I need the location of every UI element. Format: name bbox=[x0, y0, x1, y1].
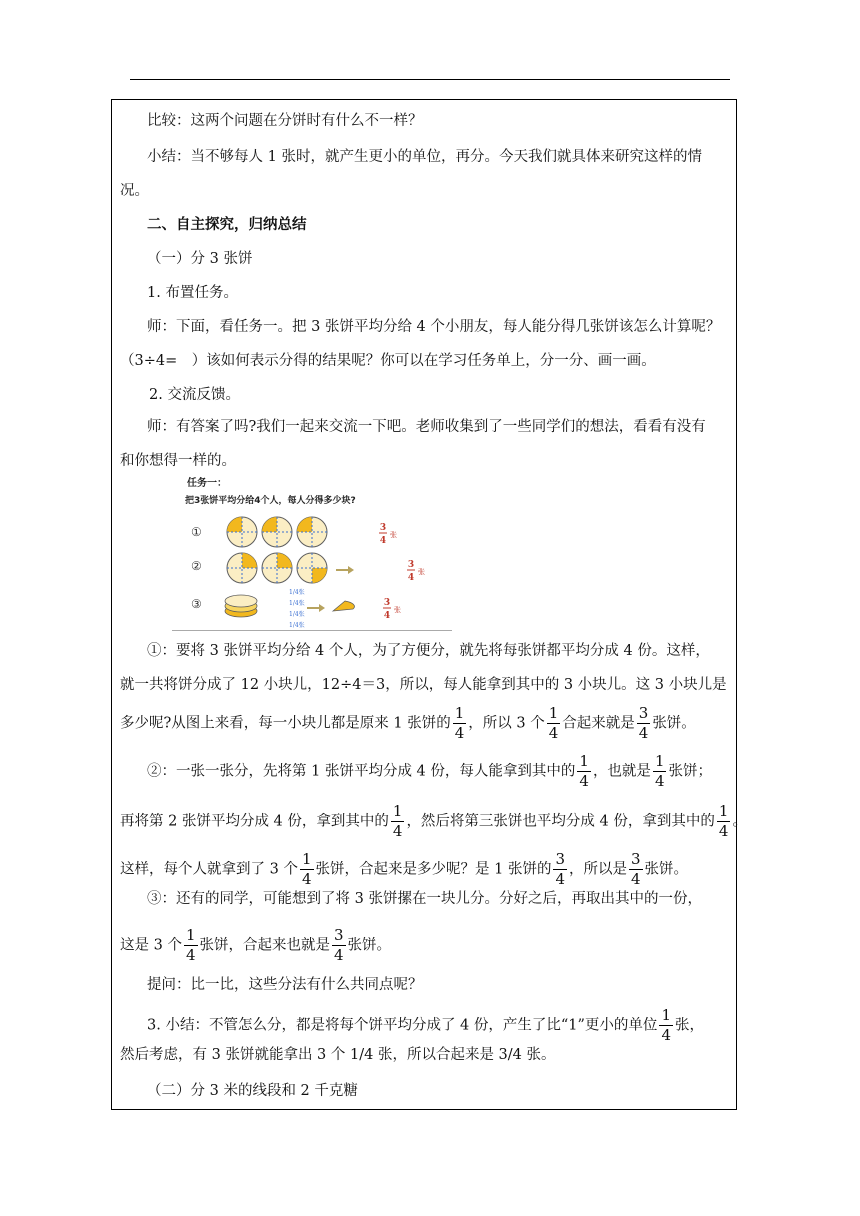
fraction-numerator: 3 bbox=[334, 926, 344, 944]
fraction-one-quarter bbox=[453, 705, 467, 742]
arrow-icon bbox=[307, 604, 325, 612]
fraction-three-quarters bbox=[629, 851, 643, 888]
answer-numerator: 3 bbox=[407, 560, 415, 570]
fraction-denominator: 4 bbox=[301, 870, 312, 888]
answer-row1 bbox=[379, 523, 397, 546]
method-3-line1: ③：还有的同学，可能想到了将 3 张饼摞在一块儿分。分好之后，再取出其中的一份， bbox=[147, 891, 702, 907]
fraction-denominator: 4 bbox=[555, 870, 565, 888]
teacher-line-3: 师：有答案了吗?我们一起来交流一下吧。老师收集到了一些同学们的想法，看看有没有 bbox=[147, 419, 706, 435]
text-run: ，也就是 bbox=[592, 763, 651, 780]
figure-bottom-rule bbox=[172, 630, 452, 631]
step-3-summary-line1 bbox=[147, 1007, 759, 1044]
step-1-heading: 1. 布置任务。 bbox=[147, 285, 238, 301]
pie-slice bbox=[242, 553, 257, 568]
fraction-denominator: 4 bbox=[579, 772, 589, 790]
stacked-pies bbox=[225, 595, 257, 617]
fraction-one-quarter bbox=[391, 803, 405, 840]
text-run: ，然后将第三张饼也平均分成 4 份，拿到其中的 bbox=[406, 813, 715, 830]
method-3-line2 bbox=[120, 927, 732, 964]
text-run: 这是 3 个 bbox=[120, 937, 182, 954]
fraction-numerator: 1 bbox=[579, 752, 589, 770]
row2-arrow bbox=[336, 566, 354, 574]
fraction-denominator: 4 bbox=[718, 822, 729, 840]
answer-numerator: 3 bbox=[383, 598, 391, 608]
step-2-heading: 2. 交流反馈。 bbox=[149, 387, 240, 403]
pie-slice bbox=[312, 568, 327, 583]
answer-numerator: 3 bbox=[379, 523, 387, 533]
pie-slice bbox=[297, 517, 312, 532]
quarter-wedge bbox=[333, 601, 354, 611]
text-run: 这样，每个人就拿到了 3 个 bbox=[120, 861, 298, 878]
fraction-one-quarter bbox=[659, 1007, 673, 1044]
text-run: ②：一张一张分，先将第 1 张饼平均分成 4 份，每人能拿到其中的 bbox=[147, 763, 576, 780]
section-heading-2: 二、自主探究，归纳总结 bbox=[147, 216, 307, 233]
text-run: 3. 小结：不管怎么分，都是将每个饼平均分成了 4 份，产生了比“1”更小的单位 bbox=[147, 1017, 658, 1034]
fraction-one-quarter bbox=[547, 705, 561, 742]
figure-question: 把3张饼平均分给4个人，每人分得多少块? bbox=[185, 496, 356, 506]
text-run: 。 bbox=[732, 813, 747, 830]
fraction-one-quarter bbox=[300, 851, 314, 888]
task-one-illustration bbox=[183, 473, 451, 633]
fraction-numerator: 1 bbox=[454, 704, 465, 722]
fraction-one-quarter bbox=[717, 803, 731, 840]
answer-unit: 张 bbox=[418, 568, 425, 576]
fraction-three-quarters bbox=[637, 705, 651, 742]
method-2-line3 bbox=[120, 851, 732, 888]
answer-unit: 张 bbox=[390, 531, 397, 539]
text-run: 张饼。 bbox=[347, 937, 392, 954]
text-run: 张饼。 bbox=[644, 861, 689, 878]
figure-title: 任务一： bbox=[187, 478, 227, 489]
header-rule bbox=[130, 79, 730, 80]
text-run: ，所以 3 个 bbox=[468, 715, 545, 732]
answer-denominator: 4 bbox=[383, 611, 391, 621]
method-2-line1 bbox=[147, 753, 759, 790]
fraction-three-quarters bbox=[553, 851, 567, 888]
text-run: 多少呢?从图上来看，每一小块儿都是原来 1 张饼的 bbox=[120, 715, 451, 732]
marker-1: ① bbox=[191, 525, 202, 539]
fraction-numerator: 1 bbox=[301, 850, 312, 868]
question-line: 提问：比一比，这些分法有什么共同点呢？ bbox=[147, 977, 423, 993]
paragraph-summary-line1: 小结：当不够每人 1 张时，就产生更小的单位，再分。今天我们就具体来研究这样的情 bbox=[147, 149, 702, 165]
quarter-label: 1/4张 bbox=[289, 622, 305, 629]
fraction-denominator: 4 bbox=[185, 946, 196, 964]
fraction-denominator: 4 bbox=[334, 946, 344, 964]
fraction-one-quarter bbox=[184, 927, 198, 964]
fraction-numerator: 3 bbox=[555, 850, 565, 868]
marker-3: ③ bbox=[191, 597, 202, 611]
pie-slice bbox=[227, 517, 242, 532]
fraction-numerator: 1 bbox=[185, 926, 196, 944]
fraction-numerator: 1 bbox=[392, 802, 403, 820]
fraction-denominator: 4 bbox=[638, 724, 649, 742]
arrow-icon bbox=[336, 566, 354, 574]
quarter-label: 1/4张 bbox=[289, 600, 305, 607]
stack-layer bbox=[225, 595, 257, 607]
text-run: 张饼。 bbox=[652, 715, 696, 732]
subsection-heading-2: （二）分 3 米的线段和 2 千克糖 bbox=[147, 1083, 358, 1099]
teacher-line-4: 和你想得一样的。 bbox=[120, 453, 236, 469]
fraction-denominator: 4 bbox=[631, 870, 641, 888]
fraction-denominator: 4 bbox=[661, 1026, 671, 1044]
text-run: 张， bbox=[674, 1017, 704, 1034]
text-run: 合起来就是 bbox=[562, 715, 635, 732]
fraction-numerator: 1 bbox=[548, 704, 559, 722]
method-1-line2: 就一共将饼分成了 12 小块儿，12÷4＝3，所以，每人能拿到其中的 3 小块儿。这 3 小块儿是 bbox=[120, 677, 727, 693]
method-2-line2 bbox=[120, 802, 747, 840]
row2-pies bbox=[227, 553, 327, 583]
marker-2: ② bbox=[191, 559, 202, 573]
text-run: 张饼，合起来是多少呢？是 1 张饼的 bbox=[315, 861, 552, 878]
text-run: 张饼； bbox=[668, 763, 712, 780]
pie-slice bbox=[262, 517, 277, 532]
row1-pies bbox=[227, 517, 327, 547]
method-1-line1: ①：要将 3 张饼平均分给 4 个人，为了方便分，就先将每张饼都平均分成 4 份。这样， bbox=[147, 643, 710, 659]
answer-denominator: 4 bbox=[379, 536, 387, 546]
text-run: 张饼，合起来也就是 bbox=[199, 937, 330, 954]
fraction-one-quarter bbox=[577, 753, 591, 790]
teacher-line-2: （3÷4= ）该如何表示分得的结果呢？你可以在学习任务单上，分一分、画一画。 bbox=[120, 353, 656, 369]
fraction-denominator: 4 bbox=[654, 772, 665, 790]
fraction-denominator: 4 bbox=[548, 724, 559, 742]
text-run: 再将第 2 张饼平均分成 4 份，拿到其中的 bbox=[120, 813, 389, 830]
fraction-denominator: 4 bbox=[392, 822, 403, 840]
fraction-numerator: 1 bbox=[654, 752, 665, 770]
stack-labels bbox=[289, 588, 305, 629]
fraction-denominator: 4 bbox=[454, 724, 465, 742]
step-3-summary-line2: 然后考虑，有 3 张饼就能拿出 3 个 1/4 张，所以合起来是 3/4 张。 bbox=[120, 1047, 556, 1063]
fraction-one-quarter bbox=[653, 753, 667, 790]
fraction-three-quarters bbox=[332, 927, 346, 964]
paragraph-summary-line2: 况。 bbox=[120, 183, 149, 199]
pie-slice bbox=[277, 553, 292, 568]
answer-row3 bbox=[383, 598, 401, 621]
quarter-label: 1/4张 bbox=[289, 611, 305, 618]
answer-denominator: 4 bbox=[407, 573, 415, 583]
row3-arrow bbox=[307, 604, 325, 612]
task-one-figure bbox=[183, 473, 451, 633]
fraction-numerator: 3 bbox=[631, 850, 641, 868]
answer-row2 bbox=[407, 560, 425, 583]
method-1-line3 bbox=[120, 705, 732, 742]
answer-unit: 张 bbox=[394, 606, 401, 614]
fraction-numerator: 1 bbox=[718, 802, 729, 820]
text-run: ，所以是 bbox=[569, 861, 627, 878]
quarter-label: 1/4张 bbox=[289, 589, 305, 596]
paragraph-compare: 比较：这两个问题在分饼时有什么不一样？ bbox=[147, 113, 423, 129]
wedge-shape bbox=[333, 601, 354, 611]
fraction-numerator: 1 bbox=[661, 1006, 671, 1024]
teacher-line-1: 师：下面，看任务一。把 3 张饼平均分给 4 个小朋友，每人能分得几张饼该怎么计算呢？ bbox=[147, 319, 721, 335]
fraction-numerator: 3 bbox=[638, 704, 649, 722]
subsection-heading-1: （一）分 3 张饼 bbox=[147, 251, 253, 267]
